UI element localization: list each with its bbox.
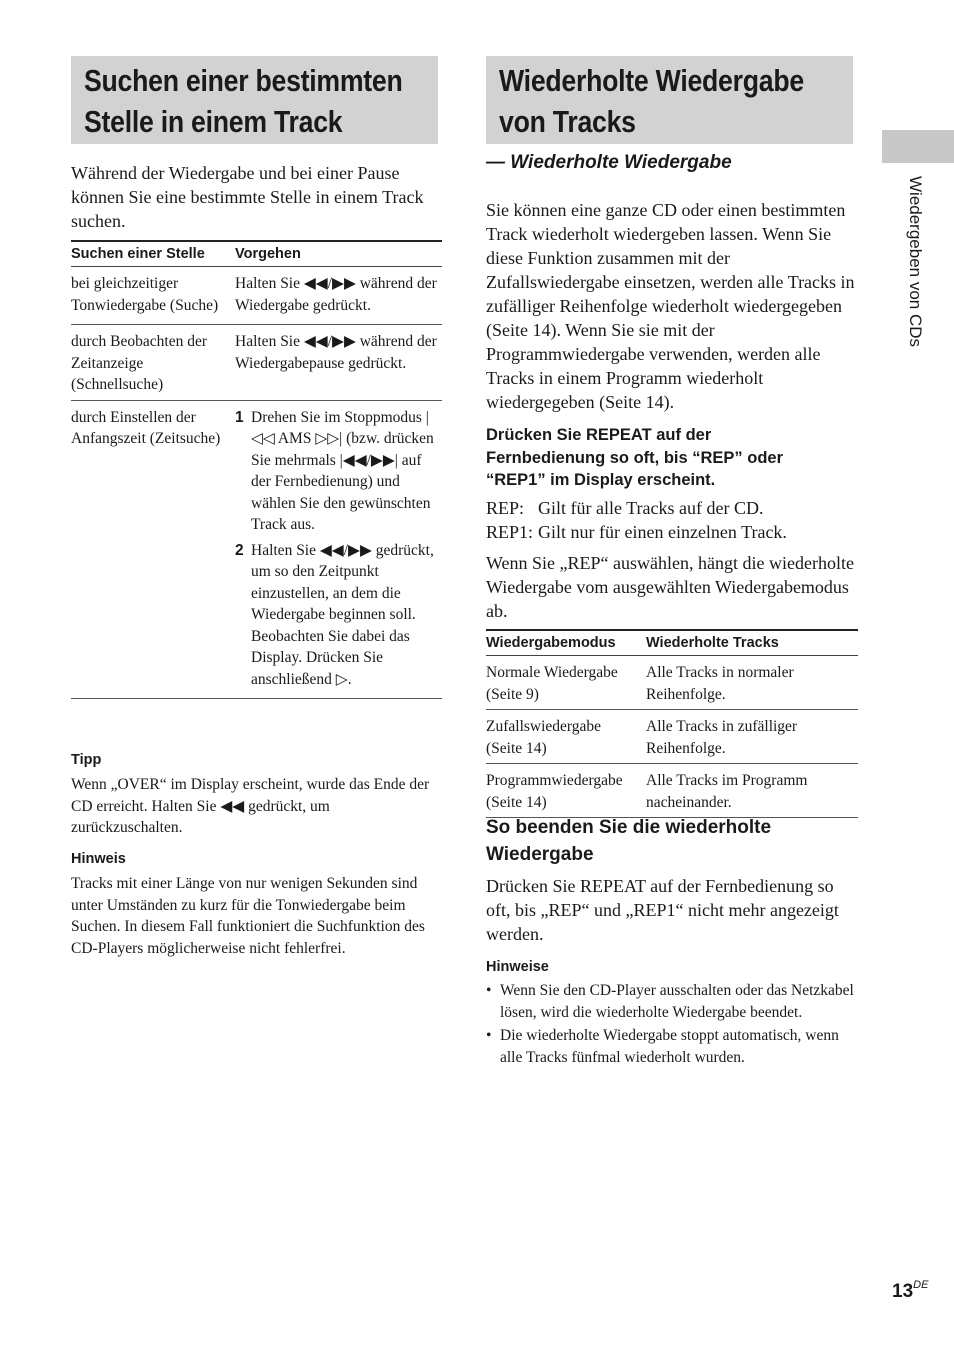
table-header: Wiederholte Tracks <box>646 630 858 656</box>
rep-definitions <box>486 496 858 544</box>
repeat-instruction: Drücken Sie REPEAT auf der Fernbedienung so oft, bis “REP” oder “REP1” im Display erscheint. <box>486 426 784 489</box>
table-header: Suchen einer Stelle <box>71 241 235 267</box>
table-cell-mode: Zufallswiedergabe (Seite 14) <box>486 710 646 764</box>
left-title-line-1: Suchen einer bestimmten <box>84 63 403 98</box>
list-item: • Die wiederholte Wiedergabe stoppt automatisch, wenn alle Tracks fünfmal wiederholt wurden. <box>486 1025 858 1068</box>
table-cell-mode: durch Einstellen der Anfangszeit (Zeitsuche) <box>71 400 235 699</box>
table-cell-tracks: Alle Tracks in zufälliger Reihenfolge. <box>646 710 858 764</box>
table-header: Wiedergabemodus <box>486 630 646 656</box>
table-cell-action <box>235 400 442 699</box>
section-side-label: Wiedergeben von CDs <box>906 176 925 348</box>
table-cell-action: Halten Sie ◀◀/▶▶ während der Wiedergabe gedrückt. <box>235 267 442 325</box>
definition-desc: Gilt für alle Tracks auf der CD. <box>538 498 764 518</box>
step-item <box>235 540 442 691</box>
table-cell-tracks: Alle Tracks in normaler Reihenfolge. <box>646 656 858 710</box>
definition-desc: Gilt nur für einen einzelnen Track. <box>538 522 787 542</box>
table-header-row <box>71 241 442 267</box>
repeat-table <box>486 629 858 818</box>
left-page-title <box>84 60 403 142</box>
step-item <box>235 407 442 536</box>
table-cell-mode: Normale Wiedergabe (Seite 9) <box>486 656 646 710</box>
table-row <box>71 400 442 699</box>
table-header: Vorgehen <box>235 241 442 267</box>
note-text: Tracks mit einer Länge von nur wenigen Sekunden sind unter Umständen zu kurz für die Tonwiedergabe beim Suchen. In diesem Fall funktioniert die Suchfunktion des CD-Players möglicherweise nicht fehlerfrei. <box>71 875 425 957</box>
list-item: • Wenn Sie den CD-Player ausschalten oder das Netzkabel lösen, wird die wiederholte Wiedergabe beendet. <box>486 980 858 1023</box>
definition-term: REP1: <box>486 522 534 542</box>
table-cell-action: Halten Sie ◀◀/▶▶ während der Wiedergabepause gedrückt. <box>235 325 442 401</box>
right-title-box <box>486 56 853 144</box>
table-row <box>71 325 442 401</box>
step-list <box>235 407 442 691</box>
left-title-box <box>71 56 438 144</box>
notes-label: Hinweise <box>486 959 549 975</box>
right-title-line-1: Wiederholte Wiedergabe <box>499 63 804 98</box>
right-title-line-2: von Tracks <box>499 104 636 139</box>
table-cell-mode: Programmwiedergabe (Seite 14) <box>486 764 646 818</box>
step-number: 1 <box>235 408 244 426</box>
table-cell-mode: bei gleichzeitiger Tonwiedergabe (Suche) <box>71 267 235 325</box>
step-text: Drehen Sie im Stoppmodus |◁◁ AMS ▷▷| (bzw. drücken Sie mehrmals |◀◀/▶▶| auf der Fernbedienung) und wählen Sie den gewünschten Track aus. <box>251 408 434 533</box>
definition-term: REP: <box>486 498 525 518</box>
table-cell-tracks: Alle Tracks im Programm nacheinander. <box>646 764 858 818</box>
left-intro: Während der Wiedergabe und bei einer Pause können Sie eine bestimmte Stelle in einem Track suchen. <box>71 163 424 231</box>
definition-row <box>486 496 858 520</box>
table-row <box>486 764 858 818</box>
right-page-title <box>499 60 804 142</box>
notes-list <box>486 980 858 1070</box>
stop-repeat-text: Drücken Sie REPEAT auf der Fernbedienung so oft, bis „REP“ und „REP1“ nicht mehr angezeigt werden. <box>486 876 839 944</box>
stop-repeat-heading: So beenden Sie die wiederholte Wiedergabe <box>486 817 772 865</box>
table-row <box>71 267 442 325</box>
step-number: 2 <box>235 541 244 559</box>
right-intro: Sie können eine ganze CD oder einen bestimmten Track wiederholt wiedergeben lassen. Wenn Sie diese Funktion zusammen mit der Zufallswiedergabe einsetzen, werden alle Tracks in zufälliger Reihenfolge wiederholt wiedergegeben (Seite 14). Wenn Sie sie mit der Programmwiedergabe verwenden, werden alle Tracks in einem Programm wiederholt wiedergegeben (Seite 14). <box>486 200 855 412</box>
page-number-value: 13 <box>892 1281 914 1302</box>
page-number <box>892 1281 928 1303</box>
search-table <box>71 240 442 699</box>
tip-text: Wenn „OVER“ im Display erscheint, wurde das Ende der CD erreicht. Halten Sie ◀◀ gedrückt, um zurückzuschalten. <box>71 776 430 836</box>
definition-row <box>486 520 858 544</box>
tip-label: Tipp <box>71 752 102 768</box>
note-label: Hinweis <box>71 851 126 867</box>
table-row <box>486 710 858 764</box>
step-text: Halten Sie ◀◀/▶▶ gedrückt, um so den Zeitpunkt einzustellen, an dem die Wiedergabe beginnen soll. Beobachten Sie dabei das Display. Drücken Sie anschließend ▷. <box>251 541 434 688</box>
table-header-row <box>486 630 858 656</box>
table-row <box>486 656 858 710</box>
after-definitions-text: Wenn Sie „REP“ auswählen, hängt die wiederholte Wiedergabe vom ausgewählten Wiedergabemodus ab. <box>486 553 854 621</box>
right-subtitle: — Wiederholte Wiedergabe <box>486 152 732 173</box>
left-title-line-2: Stelle in einem Track <box>84 104 343 139</box>
table-cell-mode: durch Beobachten der Zeitanzeige (Schnellsuche) <box>71 325 235 401</box>
section-tab-marker <box>882 130 954 163</box>
page-language-suffix: DE <box>913 1279 929 1291</box>
